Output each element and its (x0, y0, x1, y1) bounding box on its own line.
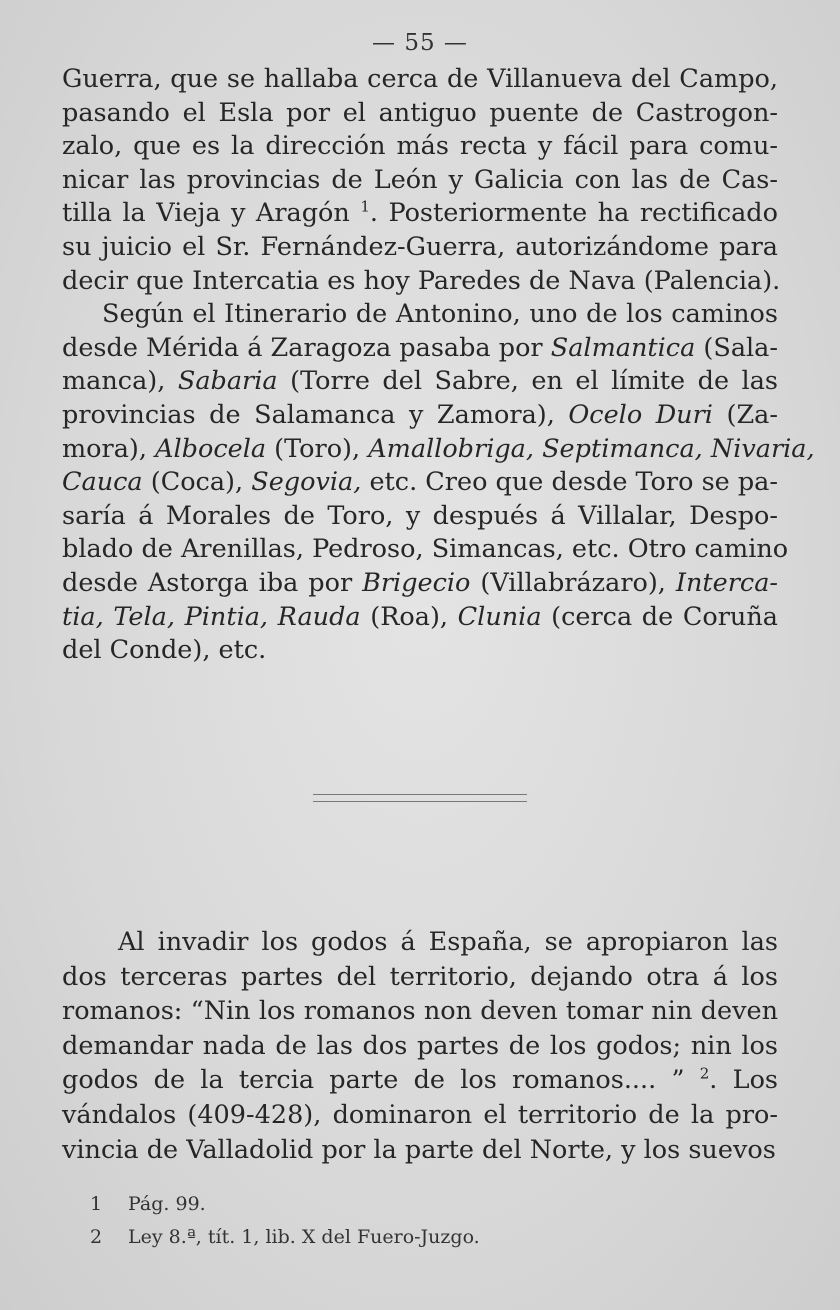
text-line (62, 298, 778, 332)
text-run: etc. Creo que desde Toro se pa- (361, 467, 779, 498)
footnote-ref: 1 (360, 197, 370, 216)
text-line (62, 130, 778, 164)
text-run: pasando el Esla por el antiguo puente de Castrogon- (62, 97, 778, 128)
text-run: (Toro), (266, 433, 369, 464)
text-line (62, 97, 778, 131)
text-run: (Sala- (695, 332, 778, 363)
text-line (62, 1133, 778, 1168)
text-run: . Los (709, 1065, 779, 1096)
text-run: provincias de Salamanca y Zamora), (62, 399, 569, 430)
text-run: godos de la tercia parte de los romanos.... ” (62, 1065, 700, 1096)
text-run: nicar las provincias de León y Galicia con las de Cas- (62, 164, 778, 195)
text-line (62, 466, 778, 500)
text-line (62, 634, 778, 668)
text-run: su juicio el Sr. Fernández-Guerra, autorizándome para (62, 231, 778, 262)
text-run: desde Astorga iba por (62, 567, 363, 598)
italic-place-name: Ocelo Duri (568, 399, 713, 430)
italic-place-name: Salmantica (550, 332, 696, 363)
text-run: dos terceras partes del territorio, dejando otra á los (62, 961, 778, 992)
text-line (62, 433, 815, 467)
section-separator (313, 794, 527, 802)
text-line (62, 197, 778, 231)
text-line (62, 265, 781, 299)
text-line (62, 1029, 778, 1064)
text-run: (Torre del Sabre, en el límite de las (277, 366, 779, 397)
text-line (62, 960, 778, 995)
footnote (90, 1188, 480, 1221)
footnote-number: 2 (90, 1226, 103, 1248)
text-run: saría á Morales de Toro, y después á Villalar, Despo- (62, 500, 778, 531)
text-line (62, 1063, 778, 1098)
text-run: (Villabrázaro), (470, 567, 676, 598)
italic-place-name: Amallobriga, Septimanca, Nivaria, (368, 433, 815, 464)
text-line (62, 533, 789, 567)
text-run: vincia de Valladolid por la parte del Norte, y los suevos (62, 1134, 776, 1165)
text-run: (Za- (712, 399, 778, 430)
italic-place-name: tia, Tela, Pintia, Rauda (62, 601, 361, 632)
italic-place-name: Brigecio (362, 567, 471, 598)
footnote-ref: 2 (699, 1064, 710, 1083)
text-line (62, 500, 778, 534)
text-line (62, 925, 778, 960)
text-line (62, 63, 778, 97)
footnote-number: 1 (90, 1193, 103, 1215)
text-run: mora), (62, 433, 156, 464)
page-number: — 55 — (372, 30, 468, 56)
text-run: (Coca), (142, 467, 252, 498)
paragraph-block-bottom (62, 925, 778, 1167)
italic-place-name: Albocela (155, 433, 267, 464)
italic-place-name: Segovia, (251, 467, 362, 498)
text-run: . Posteriormente ha rectificado (369, 198, 778, 229)
text-run: manca), (62, 366, 178, 397)
text-line (62, 365, 778, 399)
text-run: zalo, que es la dirección más recta y fácil para comu- (62, 131, 778, 162)
italic-place-name: Clunia (457, 601, 542, 632)
text-run: del Conde), etc. (62, 635, 267, 666)
text-run: Guerra, que se hallaba cerca de Villanueva del Campo, (62, 64, 778, 94)
footnote-text: Ley 8.ª, tít. 1, lib. X del Fuero-Juzgo. (128, 1226, 480, 1248)
text-line (62, 567, 778, 601)
footnotes (90, 1188, 480, 1254)
text-line (62, 164, 778, 198)
text-run: demandar nada de las dos partes de los godos; nin los (62, 1030, 778, 1061)
text-line (62, 399, 778, 433)
text-run: Al invadir los godos á España, se apropiaron las (118, 927, 778, 957)
paragraph-block-top (62, 63, 815, 668)
text-run: decir que Intercatia es hoy Paredes de Nava (Palencia). (62, 265, 781, 296)
footnote (90, 1221, 480, 1254)
text-line (62, 601, 778, 635)
italic-place-name: Sabaria (177, 366, 278, 397)
text-run: desde Mérida á Zaragoza pasaba por (62, 332, 551, 363)
text-run: romanos: “Nin los romanos non deven tomar nin deven (62, 996, 778, 1027)
text-run: tilla la Vieja y Aragón (62, 198, 361, 229)
footnote-text: Pág. 99. (128, 1193, 206, 1215)
italic-place-name: Interca- (675, 567, 779, 598)
text-line (62, 1098, 778, 1133)
text-line (62, 994, 778, 1029)
text-run: vándalos (409-428), dominaron el territorio de la pro- (62, 1099, 778, 1130)
text-line (62, 231, 778, 265)
text-run: (cerca de Coruña (541, 601, 778, 632)
text-run: Según el Itinerario de Antonino, uno de los caminos (102, 299, 778, 330)
italic-place-name: Cauca (62, 467, 143, 498)
text-run: blado de Arenillas, Pedroso, Simancas, etc. Otro camino (62, 534, 789, 565)
text-run: (Roa), (360, 601, 458, 632)
text-line (62, 332, 778, 366)
